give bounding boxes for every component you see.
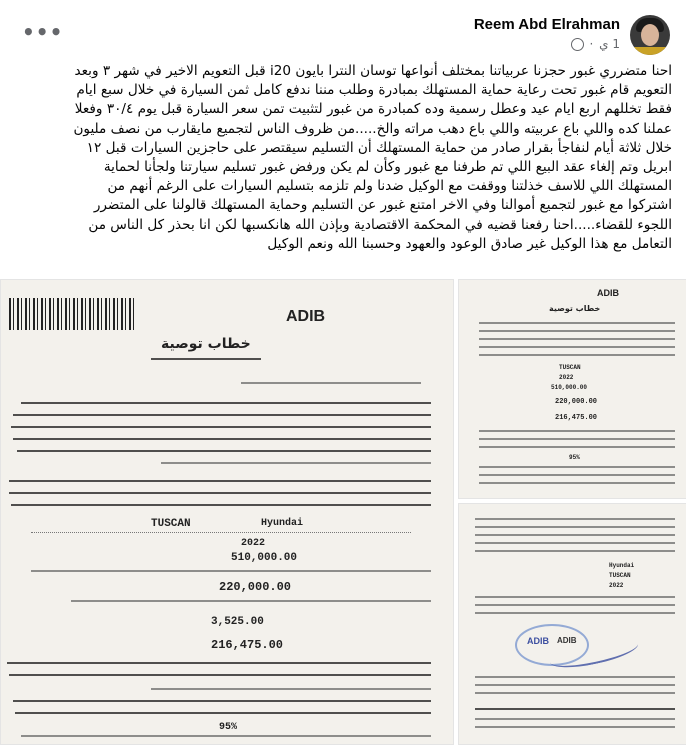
doc-title: خطاب توصية <box>161 336 251 352</box>
globe-icon[interactable] <box>571 38 584 51</box>
doc-line <box>151 688 431 690</box>
doc-line <box>9 492 431 494</box>
body-line: احنا متضرري غبور حجزنا عربياتنا بمختلف أنواعها توسان النترا بايون i20 قبل التعويم الاخير في شهر ٣ وبعد <box>74 63 672 79</box>
doc-line <box>11 504 431 506</box>
doc-line <box>475 542 675 544</box>
doc-line <box>479 474 675 476</box>
doc-line <box>71 600 431 602</box>
doc-line <box>9 480 431 482</box>
doc-line <box>13 700 431 702</box>
doc-dotline <box>31 532 411 533</box>
photo-main-document[interactable] <box>0 279 454 745</box>
doc-line <box>479 482 675 484</box>
body-line: فقط تخللهم اربع ايام عيد وعطل رسمية وده كمبادرة من غبور لتثبيت تمن سعر السيارة قبل يوم ٣٠/٤ وفعلا <box>74 101 672 118</box>
post-header <box>0 10 686 60</box>
body-line: عملنا كده واللي باع عربيته واللي باع دهب مراته والخ.....من ظروف الناس لتجميع مايقارب من نصف مليون <box>73 120 672 137</box>
doc-line <box>21 402 431 404</box>
post-meta <box>568 37 620 51</box>
doc-line <box>13 414 431 416</box>
doc-line <box>475 676 675 678</box>
doc-line <box>479 338 675 340</box>
doc-net: 216,475.00 <box>211 638 284 652</box>
doc-line <box>475 708 675 710</box>
doc-line <box>241 382 421 384</box>
doc-line <box>475 726 675 728</box>
doc-line <box>475 596 675 598</box>
avatar-face <box>641 24 659 46</box>
doc-line <box>7 662 431 664</box>
post-time[interactable]: 1 ي <box>599 37 620 51</box>
doc-line <box>475 718 675 720</box>
doc-line <box>479 466 675 468</box>
more-options-icon[interactable]: ••• <box>22 20 64 44</box>
doc-brand: Hyundai <box>609 562 635 569</box>
doc-amount-1: 510,000.00 <box>231 552 298 564</box>
doc-line <box>479 438 675 440</box>
adib-logo: ADIB <box>286 308 326 325</box>
doc-line <box>475 534 675 536</box>
doc-line <box>475 526 675 528</box>
adib-logo: ADIB <box>597 288 619 298</box>
adib-logo: ADIB <box>557 636 577 645</box>
doc-line <box>475 518 675 520</box>
photo-grid <box>0 279 686 743</box>
doc-line <box>475 692 675 694</box>
doc-amount-2: 220,000.00 <box>219 580 292 594</box>
doc-line <box>11 426 431 428</box>
body-line: التعامل مع هذا الوكيل غير صادق الوعود والعهود وحسبنا الله ونعم الوكيل <box>267 235 672 252</box>
doc-line <box>479 354 675 356</box>
body-line: خلال ثلاثة أيام لنفاجأ بقرار صادر من حماية المستهلك أن التسليم سيقتصر على حاجزين السيارات قبل ١٢ <box>86 139 672 156</box>
doc-model: TUSCAN <box>151 518 191 530</box>
stamp-logo: ADIB <box>527 636 549 646</box>
doc-model: TUSCAN <box>609 572 631 579</box>
barcode <box>9 298 137 330</box>
doc-amount-2: 220,000.00 <box>555 398 598 406</box>
doc-year: 2022 <box>609 582 624 589</box>
avatar[interactable] <box>630 15 670 55</box>
doc-line <box>475 604 675 606</box>
post-body <box>14 62 672 254</box>
doc-line <box>21 735 431 737</box>
doc-percent: 95% <box>569 454 580 461</box>
doc-fees: 3,525.00 <box>211 616 264 628</box>
doc-line <box>15 712 431 714</box>
photo-bottom-right-document[interactable] <box>458 503 686 745</box>
doc-brand: Hyundai <box>261 518 304 529</box>
doc-year: 2022 <box>241 538 266 549</box>
doc-line <box>17 450 431 452</box>
doc-net: 216,475.00 <box>555 414 598 422</box>
doc-line <box>475 612 675 614</box>
body-line: المستهلك اللي للاسف خذلتنا ووقفت مع الوكيل ضدنا ولم تلزمه بتسليم السيارات على الرغم أنهم من <box>107 178 672 195</box>
doc-line <box>479 430 675 432</box>
doc-line <box>9 674 431 676</box>
body-line: التعويم قام غبور تحت رعاية حماية المستهلك بمبادرة وطلب مننا ندفع كامل ثمن السيارة في خلال سبع ايام <box>76 82 672 99</box>
body-line: اللجوء للقضاء.....احنا رفعنا قضيه في المحكمة الاقتصادية وبإذن الله هانكسبها لكن انا بحذر كل الناس من <box>88 216 672 233</box>
author-name[interactable]: Reem Abd Elrahman <box>473 16 620 33</box>
doc-line <box>479 322 675 324</box>
body-line: اشتركوا مع غبور لتجميع أموالنا وفي الاخر امتنع غبور عن التسليم وحماية المستهلك قالولنا على المتضرر <box>93 197 672 214</box>
doc-line <box>479 446 675 448</box>
meta-separator: · <box>589 37 594 51</box>
doc-title: خطاب توصية <box>549 304 601 313</box>
doc-line <box>475 550 675 552</box>
doc-line <box>475 684 675 686</box>
doc-line <box>479 346 675 348</box>
doc-line <box>151 358 261 360</box>
doc-year: 2022 <box>559 374 574 381</box>
doc-percent: 95% <box>219 722 238 733</box>
doc-amount-1: 510,000.00 <box>551 384 588 391</box>
doc-line <box>13 438 431 440</box>
avatar-band <box>630 47 670 55</box>
body-line: ابريل وتم إلغاء عقد البيع اللي تم طرفنا مع غبور وكأن لم يكن ورفض غبور تسليم سيارتنا ولجأنا لحماية <box>103 159 672 176</box>
photo-top-right-document[interactable] <box>458 279 686 499</box>
doc-line <box>479 330 675 332</box>
doc-line <box>31 570 431 572</box>
doc-line <box>161 462 431 464</box>
doc-model: TUSCAN <box>559 364 581 371</box>
